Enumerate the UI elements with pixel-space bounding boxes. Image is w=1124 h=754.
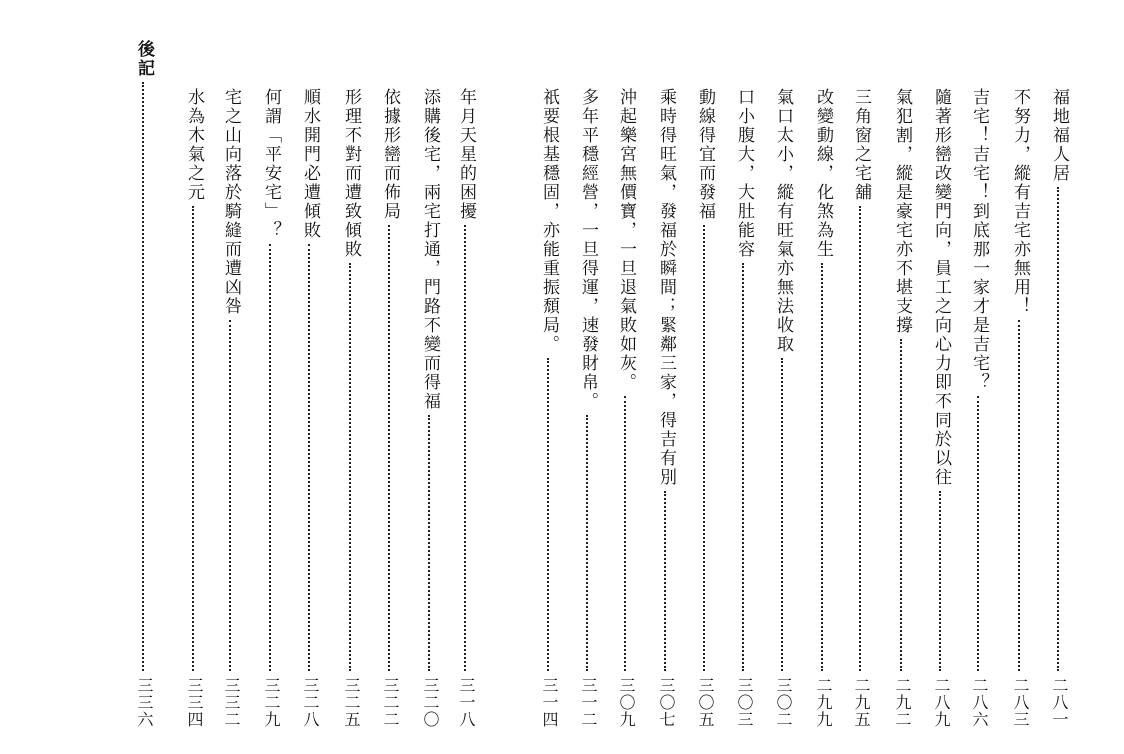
dot-leader [1057, 187, 1061, 671]
dot-leader [547, 358, 551, 671]
toc-entry-page: 三〇七 [657, 677, 676, 728]
toc-entry-title: 乘時得旺氣，發福於瞬間；緊鄰三家，得吉有別 [656, 88, 676, 487]
toc-entry[interactable] [848, 88, 874, 728]
toc-entry-title: 三角窗之宅舖 [851, 88, 871, 202]
toc-entry-page: 三一二 [579, 677, 598, 728]
toc-entry-afterword[interactable] [131, 40, 157, 728]
toc-entry[interactable] [770, 88, 796, 728]
dot-leader [859, 206, 863, 671]
toc-entry[interactable] [575, 88, 601, 728]
toc-entry-page: 三三四 [185, 677, 204, 728]
toc-entry-title: 隨著形巒改變門向，員工之向心力即不同於以往 [931, 88, 951, 487]
toc-entry-page: 三一四 [540, 677, 559, 728]
toc-entry-page: 三〇二 [774, 677, 793, 728]
toc-entry[interactable] [417, 88, 443, 728]
toc-entry-title: 年月天星的困擾 [456, 88, 476, 221]
toc-entry-title: 氣犯割，縱是豪宅亦不堪支撐 [892, 88, 912, 335]
toc-entry[interactable] [653, 88, 679, 728]
toc-entry-title: 添購後宅，兩宅打通，門路不變而得福 [420, 88, 440, 411]
toc-entry[interactable] [966, 88, 992, 728]
toc-entry[interactable] [889, 88, 915, 728]
toc-entry-title: 改變動線，化煞為生 [813, 88, 833, 259]
dot-leader [388, 225, 392, 671]
toc-entry-title: 多年平穩經營，一旦得運，速發財帛。 [578, 88, 598, 411]
afterword-page: 三三六 [135, 677, 154, 728]
dot-leader [349, 263, 353, 671]
dot-leader [703, 225, 707, 671]
toc-entry[interactable] [453, 88, 479, 728]
toc-entry[interactable] [1007, 88, 1033, 728]
toc-entry-title: 動線得宜而發福 [695, 88, 715, 221]
dot-leader [742, 263, 746, 671]
afterword-title: 後記 [134, 40, 154, 78]
dot-leader [464, 225, 468, 671]
toc-entry-page: 三〇九 [617, 677, 636, 728]
toc-entry-page: 三〇五 [696, 677, 715, 728]
toc-entry-page: 二九五 [852, 677, 871, 728]
toc-entry[interactable] [536, 88, 562, 728]
dot-leader [821, 263, 825, 671]
toc-entry[interactable] [297, 88, 323, 728]
toc-entry[interactable] [218, 88, 244, 728]
dot-leader [308, 244, 312, 671]
toc-entry[interactable] [928, 88, 954, 728]
dot-leader [624, 396, 628, 671]
dot-leader [664, 491, 668, 671]
toc-entry[interactable] [613, 88, 639, 728]
toc-entry-page: 三二二 [381, 677, 400, 728]
toc-entry[interactable] [692, 88, 718, 728]
toc-entry-page: 二九九 [814, 677, 833, 728]
toc-entry[interactable] [731, 88, 757, 728]
toc-entry-title: 不努力，縱有吉宅亦無用！ [1010, 88, 1030, 316]
toc-entry-title: 順水開門必遭傾敗 [300, 88, 320, 240]
toc-entry-title: 祇要根基穩固，亦能重振頹局。 [539, 88, 559, 354]
toc-entry-page: 三二八 [301, 677, 320, 728]
toc-entry[interactable] [1046, 88, 1072, 728]
toc-entry-page: 三二〇 [421, 677, 440, 728]
toc-entry-title: 沖起樂宮無價寶，一旦退氣敗如灰。 [616, 88, 636, 392]
dot-leader [586, 415, 590, 671]
toc-entry-title: 依據形巒而佈局 [380, 88, 400, 221]
dot-leader [1018, 320, 1022, 671]
toc-entry-page: 二八六 [970, 677, 989, 728]
toc-entry-page: 二九二 [893, 677, 912, 728]
toc-entry-page: 二八九 [932, 677, 951, 728]
toc-entry-page: 三一八 [457, 677, 476, 728]
toc-entry-title: 形理不對而遭致傾敗 [341, 88, 361, 259]
toc-entry-title: 福地福人居 [1049, 88, 1069, 183]
toc-entry-page: 三二五 [342, 677, 361, 728]
dot-leader [900, 339, 904, 671]
toc-entry-title: 氣口太小，縱有旺氣亦無法收取 [773, 88, 793, 354]
dot-leader [939, 491, 943, 671]
toc-entry-title: 水為木氣之元 [184, 88, 204, 202]
toc-entry-title: 何謂「平安宅」？ [261, 88, 281, 240]
toc-entry[interactable] [810, 88, 836, 728]
toc-entry[interactable] [258, 88, 284, 728]
toc-entry-title: 吉宅！吉宅！到底那一家才是吉宅？ [969, 88, 989, 392]
toc-entry[interactable] [181, 88, 207, 728]
toc-entry-page: 二八三 [1011, 677, 1030, 728]
toc-entry-title: 口小腹大，大肚能容 [734, 88, 754, 259]
toc-entry-page: 三二九 [262, 677, 281, 728]
dot-leader [229, 320, 233, 671]
dot-leader [781, 358, 785, 671]
dot-leader [142, 82, 146, 671]
dot-leader [192, 206, 196, 671]
toc-entry-title: 宅之山向落於騎縫而遭凶咎 [221, 88, 241, 316]
dot-leader [977, 396, 981, 671]
toc-entry[interactable] [338, 88, 364, 728]
dot-leader [428, 415, 432, 671]
toc-entry-page: 三三二 [222, 677, 241, 728]
toc-entry[interactable] [377, 88, 403, 728]
toc-entry-page: 二八一 [1050, 677, 1069, 728]
toc-entry-page: 三〇三 [735, 677, 754, 728]
dot-leader [269, 244, 273, 671]
